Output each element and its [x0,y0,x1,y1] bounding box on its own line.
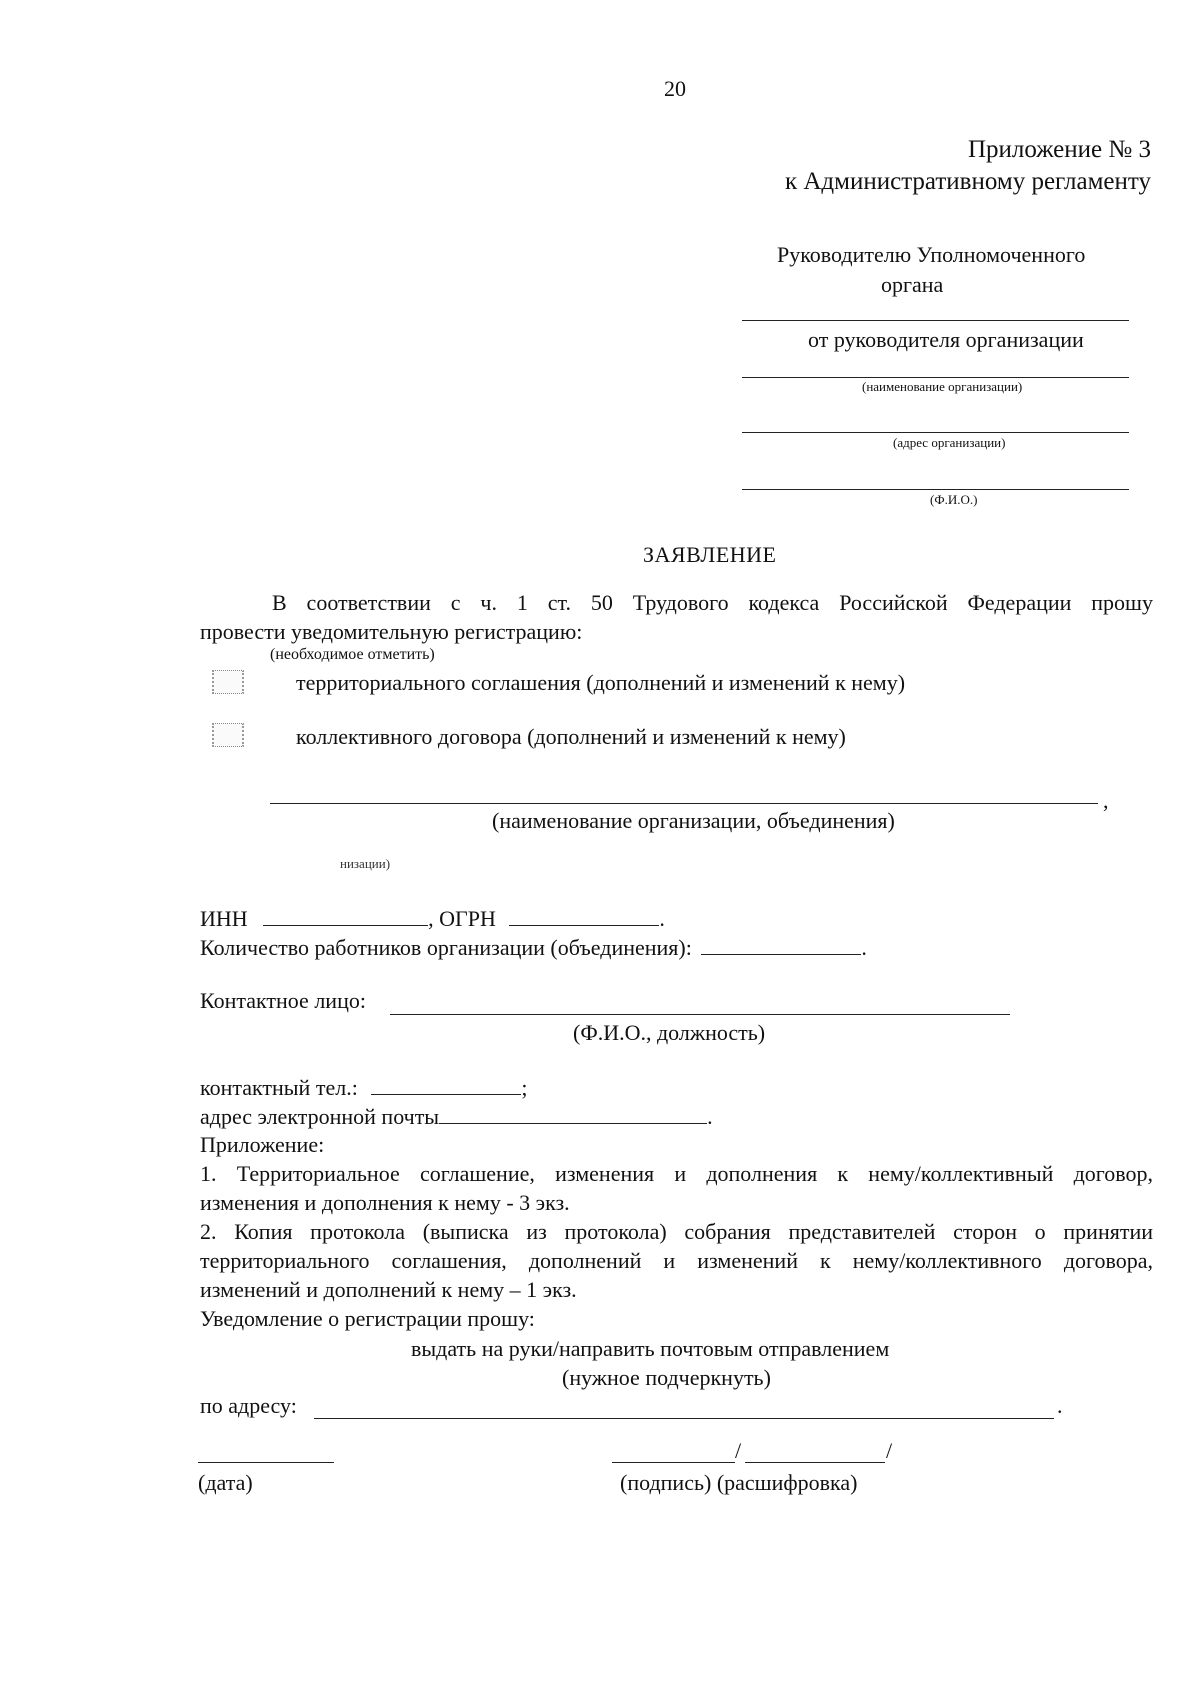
fio-caption: (Ф.И.О.) [930,492,978,507]
phone-field[interactable] [371,1074,521,1095]
inn-field[interactable] [263,905,428,926]
from-head-of-organization: от руководителя организации [808,327,1084,352]
ogrn-period: . [659,906,665,931]
contact-person-label: Контактное лицо: [200,988,366,1013]
option-territorial-checkbox[interactable] [212,670,244,694]
notification-label: Уведомление о регистрации прошу: [200,1306,535,1331]
contact-person-field[interactable] [390,1014,1010,1015]
attachment-2-line3: изменений и дополнений к нему – 1 экз. [200,1277,577,1302]
signature-slash-2: / [886,1438,893,1463]
attachment-1-line1: 1. Территориальное соглашение, изменения и дополнения к нему/коллективный договор, [200,1161,1153,1186]
phone-row [200,1074,527,1101]
option-collective-label: коллективного договора (дополнений и изменений к нему) [296,724,846,749]
signature-field[interactable] [612,1462,735,1463]
address-label: по адресу: [200,1393,297,1418]
inn-ogrn-row [200,905,665,932]
address-field[interactable] [314,1418,1054,1419]
date-field[interactable] [198,1462,334,1463]
organization-name-line [270,803,1098,804]
intro-line2: провести уведомительную регистрацию: [200,619,583,644]
notification-hint: (нужное подчеркнуть) [562,1365,771,1390]
attachment-2-line2: территориального соглашения, дополнений и изменений к нему/коллективного договора, [200,1248,1153,1273]
org-address-line [742,432,1129,433]
intro-note: (необходимое отметить) [270,646,435,663]
attachment-2-line1: 2. Копия протокола (выписка из протокола) собрания представителей сторон о принятии [200,1219,1153,1244]
addressee-line1: Руководителю Уполномоченного [777,242,1086,267]
attachments-heading: Приложение: [200,1132,325,1157]
employees-row [200,934,867,961]
appendix-number: Приложение № 3 [967,136,1151,163]
ogrn-field[interactable] [509,905,659,926]
phone-end: ; [521,1075,528,1100]
email-end: . [707,1104,713,1129]
org-address-caption: (адрес организации) [893,435,1006,450]
option-collective-checkbox[interactable] [212,723,244,747]
address-end: . [1057,1393,1063,1418]
employees-label: Количество работников организации (объединения): [200,935,692,960]
notification-choice: выдать на руки/направить почтовым отправлением [411,1336,890,1361]
addressee-line2: органа [881,272,944,297]
signature-decoding-field[interactable] [745,1462,885,1463]
email-label: адрес электронной почты [200,1104,440,1129]
stray-caption-fragment: низации) [340,856,391,871]
org-name-line [742,377,1129,378]
inn-label: ИНН [200,906,248,931]
email-field[interactable] [439,1103,707,1124]
appendix-reference: к Административному регламенту [784,168,1151,195]
ogrn-label: , ОГРН [428,906,496,931]
employees-field[interactable] [701,934,861,955]
document-title: ЗАЯВЛЕНИЕ [643,542,777,567]
signature-caption: (подпись) (расшифровка) [620,1470,858,1495]
intro-line1: В соответствии с ч. 1 ст. 50 Трудового кодекса Российской Федерации прошу [272,590,1153,615]
employees-period: . [861,935,867,960]
option-territorial-label: территориального соглашения (дополнений и изменений к нему) [296,670,906,695]
attachment-1-line2: изменения и дополнения к нему - 3 экз. [200,1190,570,1215]
contact-person-caption: (Ф.И.О., должность) [573,1020,766,1045]
fio-line [742,489,1129,490]
addressee-blank-line [742,320,1129,321]
email-row [200,1103,713,1130]
date-caption: (дата) [198,1470,253,1495]
org-name-caption: (наименование организации) [862,379,1023,394]
phone-label: контактный тел.: [200,1075,358,1100]
signature-slash-1: / [735,1438,742,1463]
organization-line-comma: , [1103,788,1109,813]
page-number: 20 [664,76,686,101]
organization-name-caption: (наименование организации, объединения) [492,808,895,833]
